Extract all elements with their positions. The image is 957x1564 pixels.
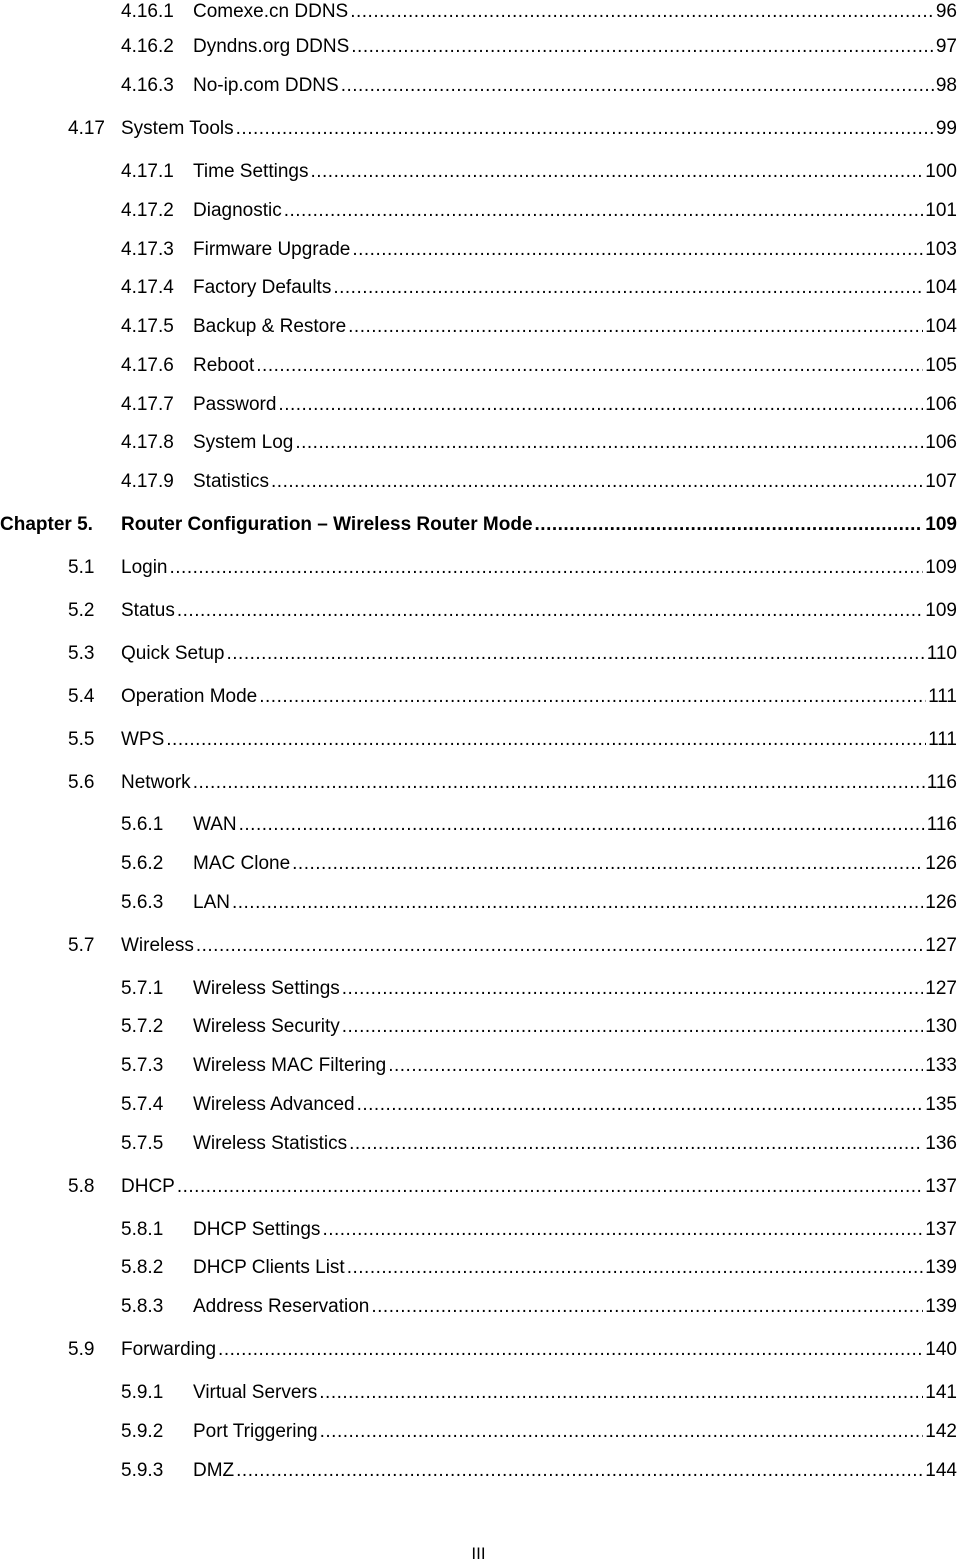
toc-entry-title: DMZ: [193, 1460, 235, 1481]
toc-entry-number: 5.9.1: [121, 1382, 164, 1403]
toc-entry-page: 96: [935, 1, 957, 22]
toc-entry-title: Time Settings: [193, 161, 309, 182]
dot-leader: [284, 199, 924, 223]
toc-entry-number: 4.17.7: [121, 394, 174, 415]
dot-leader: [232, 891, 923, 915]
toc-entry[interactable]: [0, 1381, 957, 1405]
dot-leader: [239, 813, 925, 837]
toc-entry-number: 4.17.2: [121, 200, 174, 221]
toc-entry-page: 104: [925, 277, 957, 298]
toc-entry[interactable]: [0, 35, 957, 59]
toc-entry-title: Quick Setup: [121, 643, 225, 664]
toc-entry[interactable]: [0, 160, 957, 184]
toc-entry-page: 130: [925, 1016, 957, 1037]
toc-entry-page: 141: [925, 1382, 957, 1403]
toc-entry-number: 4.17.8: [121, 432, 174, 453]
dot-leader: [193, 771, 925, 795]
toc-entry[interactable]: [0, 685, 957, 709]
toc-entry-leader-line: [193, 1381, 957, 1405]
toc-entry-leader-line: [121, 771, 957, 795]
toc-entry[interactable]: [0, 1459, 957, 1483]
toc-entry-leader-line: [193, 276, 957, 300]
toc-entry[interactable]: [0, 315, 957, 339]
toc-entry-number: 5.6.2: [121, 853, 164, 874]
toc-entry-leader-line: [193, 1093, 957, 1117]
dot-leader: [196, 934, 923, 958]
toc-entry-title: Wireless: [121, 935, 194, 956]
toc-entry-page: 99: [935, 118, 957, 139]
toc-entry-leader-line: [121, 599, 957, 623]
toc-entry-title: WAN: [193, 814, 237, 835]
toc-entry-leader-line: [193, 977, 957, 1001]
toc-entry-leader-line: [193, 354, 957, 378]
dot-leader: [310, 160, 923, 184]
dot-leader: [227, 642, 925, 666]
toc-entry-page: 111: [928, 729, 957, 750]
toc-entry-leader-line: [193, 160, 957, 184]
toc-entry[interactable]: [0, 813, 957, 837]
dot-leader: [278, 393, 923, 417]
toc-entry[interactable]: [0, 1093, 957, 1117]
toc-entry-number: 5.9: [68, 1339, 95, 1360]
toc-entry-title: Virtual Servers: [193, 1382, 318, 1403]
dot-leader: [357, 1093, 924, 1117]
page-number-footer: III: [471, 1544, 486, 1563]
toc-entry-page: 103: [925, 239, 957, 260]
toc-entry[interactable]: [0, 0, 957, 24]
dot-leader: [342, 977, 924, 1001]
dot-leader: [388, 1054, 923, 1078]
dot-leader: [352, 238, 923, 262]
toc-entry[interactable]: [0, 642, 957, 666]
toc-entry-number: 4.17.1: [121, 161, 174, 182]
toc-entry-page: 136: [925, 1133, 957, 1154]
toc-entry[interactable]: [0, 1420, 957, 1444]
dot-leader: [177, 1175, 923, 1199]
toc-entry-title: Firmware Upgrade: [193, 239, 351, 260]
toc-entry-page: 127: [925, 935, 957, 956]
toc-entry[interactable]: [0, 977, 957, 1001]
toc-entry-leader-line: [121, 934, 957, 958]
toc-entry[interactable]: [0, 599, 957, 623]
dot-leader: [236, 1459, 923, 1483]
toc-entry-page: 144: [925, 1460, 957, 1481]
toc-entry-page: 116: [926, 814, 957, 835]
dot-leader: [177, 599, 923, 623]
toc-entry-number: 4.16.2: [121, 36, 174, 57]
toc-entry[interactable]: [0, 393, 957, 417]
toc-entry-page: 139: [925, 1296, 957, 1317]
toc-entry-leader-line: [193, 74, 957, 98]
toc-entry-title: Password: [193, 394, 277, 415]
toc-entry[interactable]: [0, 354, 957, 378]
toc-entry-leader-line: [193, 1295, 957, 1319]
toc-entry-page: 116: [926, 772, 957, 793]
toc-entry-number: 5.8: [68, 1176, 95, 1197]
toc-entry-number: 5.6: [68, 772, 95, 793]
toc-entry-page: 104: [925, 316, 957, 337]
toc-entry-page: 133: [925, 1055, 957, 1076]
toc-entry-leader-line: [193, 0, 957, 24]
toc-entry-number: 4.17.4: [121, 277, 174, 298]
dot-leader: [295, 431, 923, 455]
toc-entry-leader-line: [121, 642, 957, 666]
toc-entry-leader-line: [193, 813, 957, 837]
toc-entry-leader-line: [193, 891, 957, 915]
toc-entry-page: 139: [925, 1257, 957, 1278]
toc-entry-title: Status: [121, 600, 175, 621]
toc-entry[interactable]: [0, 852, 957, 876]
toc-entry-number: 4.16.1: [121, 1, 174, 22]
toc-entry-page: 111: [928, 686, 957, 707]
toc-entry-number: 5.8.3: [121, 1296, 164, 1317]
toc-entry-number: 4.16.3: [121, 75, 174, 96]
toc-entry-leader-line: [193, 431, 957, 455]
toc-entry-leader-line: [193, 470, 957, 494]
toc-entry-leader-line: [193, 315, 957, 339]
dot-leader: [349, 1132, 923, 1156]
toc-entry-title: Dyndns.org DDNS: [193, 36, 350, 57]
toc-entry-title: Reboot: [193, 355, 255, 376]
toc-entry-title: Wireless Security: [193, 1016, 340, 1037]
toc-entry-page: 127: [925, 978, 957, 999]
toc-entry[interactable]: [0, 470, 957, 494]
toc-entry-title: WPS: [121, 729, 165, 750]
toc-entry-number: 5.9.2: [121, 1421, 164, 1442]
toc-entry-page: 100: [925, 161, 957, 182]
toc-entry[interactable]: [0, 891, 957, 915]
toc-entry[interactable]: [0, 199, 957, 223]
toc-entry[interactable]: [0, 117, 957, 141]
toc-entry-number: 5.3: [68, 643, 95, 664]
toc-entry-title: Wireless Settings: [193, 978, 340, 999]
dot-leader: [322, 1218, 923, 1242]
toc-entry-page: 137: [925, 1219, 957, 1240]
toc-entry-page: 97: [935, 36, 957, 57]
toc-entry[interactable]: [0, 1175, 957, 1199]
toc-entry-leader-line: [121, 685, 957, 709]
toc-entry-number: 5.8.2: [121, 1257, 164, 1278]
toc-entry-leader-line: [121, 556, 957, 580]
toc-entry-leader-line: [121, 1175, 957, 1199]
toc-entry[interactable]: [0, 1295, 957, 1319]
toc-entry-title: Network: [121, 772, 191, 793]
toc-entry-title: Factory Defaults: [193, 277, 332, 298]
toc-entry-leader-line: [193, 1054, 957, 1078]
toc-entry-title: Address Reservation: [193, 1296, 370, 1317]
toc-entry-leader-line: [121, 513, 957, 537]
toc-entry-page: 105: [925, 355, 957, 376]
toc-entry[interactable]: [0, 1256, 957, 1280]
toc-entry-page: 140: [925, 1339, 957, 1360]
toc-entry-page: 107: [925, 471, 957, 492]
dot-leader: [292, 852, 923, 876]
toc-entry-number: 5.7.5: [121, 1133, 164, 1154]
toc-entry[interactable]: [0, 556, 957, 580]
dot-leader: [341, 74, 934, 98]
dot-leader: [320, 1420, 924, 1444]
toc-entry-number: 5.7.2: [121, 1016, 164, 1037]
toc-entry-title: Wireless Advanced: [193, 1094, 355, 1115]
toc-entry-title: DHCP Clients List: [193, 1257, 345, 1278]
dot-leader: [218, 1338, 923, 1362]
toc-entry[interactable]: [0, 1338, 957, 1362]
toc-entry[interactable]: [0, 1132, 957, 1156]
toc-entry-title: Login: [121, 557, 168, 578]
toc-entry-number: 5.6.1: [121, 814, 164, 835]
toc-entry-number: 5.2: [68, 600, 95, 621]
toc-entry-number: 5.6.3: [121, 892, 164, 913]
toc-entry-title: System Tools: [121, 118, 234, 139]
toc-entry-page: 126: [925, 892, 957, 913]
toc-entry-page: 135: [925, 1094, 957, 1115]
toc-entry-title: Port Triggering: [193, 1421, 318, 1442]
toc-entry-page: 101: [925, 200, 957, 221]
toc-entry-page: 109: [925, 557, 957, 578]
toc-entry-leader-line: [193, 199, 957, 223]
dot-leader: [319, 1381, 923, 1405]
toc-entry-number: 4.17: [68, 118, 105, 139]
toc-entry[interactable]: [0, 513, 957, 537]
toc-entry-number: 5.7.3: [121, 1055, 164, 1076]
toc-entry-leader-line: [193, 1256, 957, 1280]
dot-leader: [271, 470, 923, 494]
toc-entry[interactable]: [0, 238, 957, 262]
toc-entry-page: 106: [925, 394, 957, 415]
toc-entry-leader-line: [121, 117, 957, 141]
toc-entry-number: 5.5: [68, 729, 95, 750]
toc-entry-title: DHCP Settings: [193, 1219, 321, 1240]
toc-entry-page: 126: [925, 853, 957, 874]
dot-leader: [350, 0, 934, 24]
toc-entry-title: MAC Clone: [193, 853, 291, 874]
toc-entry-leader-line: [193, 1132, 957, 1156]
toc-entry-leader-line: [121, 728, 957, 752]
dot-leader: [348, 315, 923, 339]
toc-entry-page: 109: [925, 600, 957, 621]
dot-leader: [342, 1015, 924, 1039]
toc-entry-leader-line: [193, 1218, 957, 1242]
toc-entry-title: Statistics: [193, 471, 270, 492]
toc-entry-page: 98: [935, 75, 957, 96]
toc-entry-number: 4.17.9: [121, 471, 174, 492]
toc-entry-title: Router Configuration – Wireless Router Mode: [121, 514, 533, 535]
toc-entry[interactable]: [0, 728, 957, 752]
toc-entry-leader-line: [193, 393, 957, 417]
toc-entry-page: 137: [925, 1176, 957, 1197]
toc-entry-leader-line: [193, 1015, 957, 1039]
toc-entry[interactable]: [0, 431, 957, 455]
dot-leader: [166, 728, 926, 752]
toc-entry[interactable]: [0, 771, 957, 795]
toc-entry-number: 5.9.3: [121, 1460, 164, 1481]
toc-entry-page: 106: [925, 432, 957, 453]
toc-entry-number: 5.8.1: [121, 1219, 164, 1240]
toc-entry[interactable]: [0, 1054, 957, 1078]
toc-entry-leader-line: [193, 852, 957, 876]
dot-leader: [371, 1295, 923, 1319]
dot-leader: [351, 35, 934, 59]
toc-entry-leader-line: [193, 1420, 957, 1444]
toc-entry[interactable]: [0, 934, 957, 958]
dot-leader: [259, 685, 926, 709]
toc-entry-leader-line: [193, 238, 957, 262]
toc-entry-title: Comexe.cn DDNS: [193, 1, 349, 22]
toc-entry[interactable]: [0, 1015, 957, 1039]
toc-entry-number: 5.7: [68, 935, 95, 956]
toc-entry-page: 109: [925, 514, 957, 535]
toc-entry-title: DHCP: [121, 1176, 175, 1197]
dot-leader: [535, 513, 924, 537]
toc-entry-title: System Log: [193, 432, 294, 453]
toc-entry-number: 5.7.4: [121, 1094, 164, 1115]
toc-entry-title: Diagnostic: [193, 200, 282, 221]
dot-leader: [256, 354, 923, 378]
toc-entry-number: 5.1: [68, 557, 95, 578]
toc-entry-page: 142: [925, 1421, 957, 1442]
dot-leader: [333, 276, 923, 300]
toc-entry-title: Operation Mode: [121, 686, 258, 707]
toc-entry[interactable]: [0, 276, 957, 300]
toc-entry-number: 4.17.6: [121, 355, 174, 376]
toc-entry-number: 5.4: [68, 686, 95, 707]
dot-leader: [236, 117, 934, 141]
toc-entry-number: Chapter 5.: [0, 514, 93, 535]
toc-entry-number: 4.17.5: [121, 316, 174, 337]
toc-entry-title: Backup & Restore: [193, 316, 347, 337]
dot-leader: [347, 1256, 924, 1280]
dot-leader: [170, 556, 924, 580]
toc-entry-title: Wireless MAC Filtering: [193, 1055, 387, 1076]
toc-entry-number: 5.7.1: [121, 978, 164, 999]
toc-entry-page: 110: [926, 643, 957, 664]
toc-entry-leader-line: [121, 1338, 957, 1362]
toc-entry[interactable]: [0, 1218, 957, 1242]
toc-entry-number: 4.17.3: [121, 239, 174, 260]
toc-entry[interactable]: [0, 74, 957, 98]
toc-entry-title: LAN: [193, 892, 230, 913]
toc-entry-leader-line: [193, 1459, 957, 1483]
toc-entry-title: Forwarding: [121, 1339, 217, 1360]
toc-entry-leader-line: [193, 35, 957, 59]
toc-entry-title: No-ip.com DDNS: [193, 75, 339, 96]
toc-entry-title: Wireless Statistics: [193, 1133, 348, 1154]
